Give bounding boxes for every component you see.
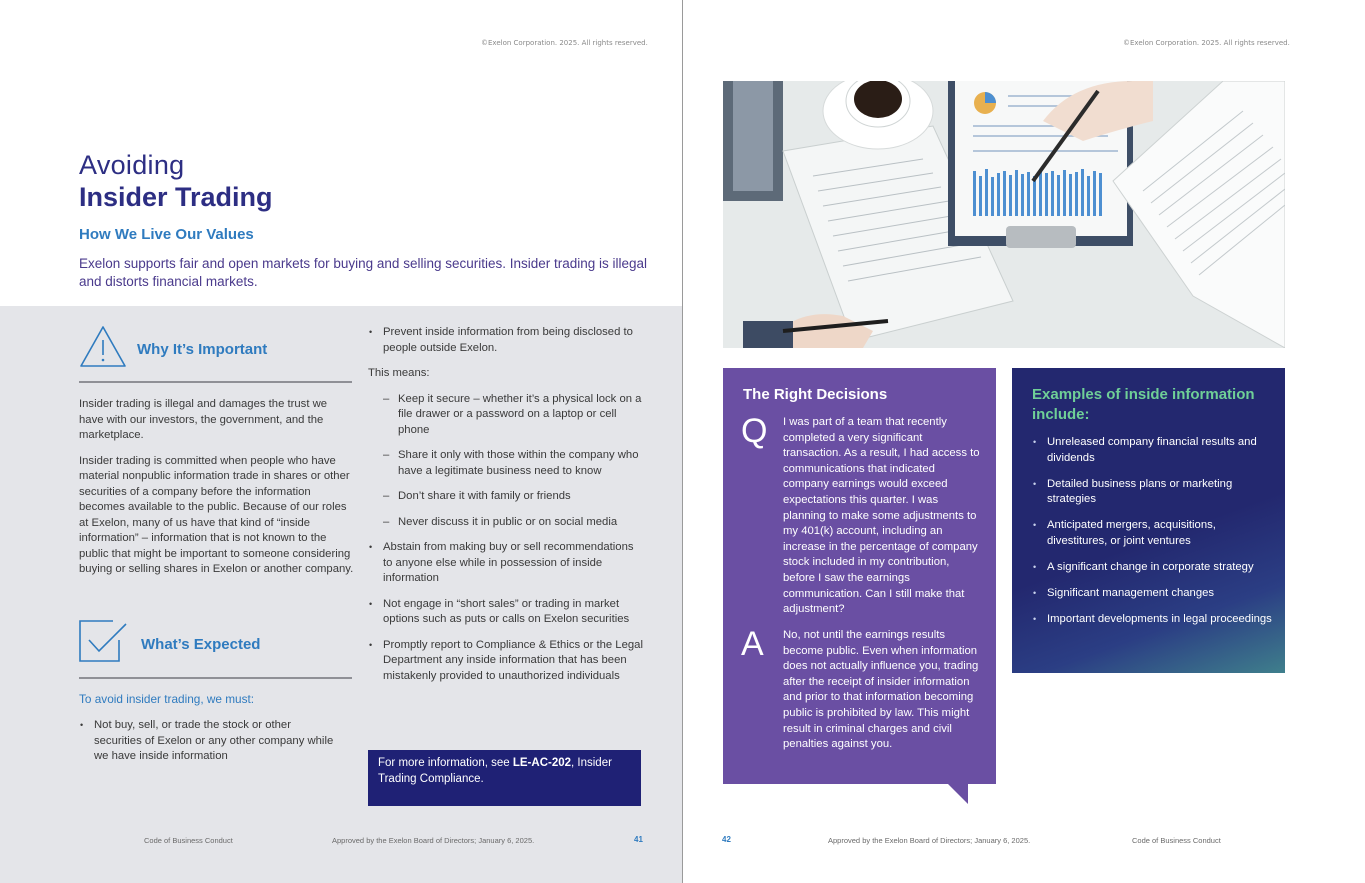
page-title-line2: Insider Trading [79,182,273,212]
question-letter: Q [741,412,768,450]
warning-triangle-icon [79,325,127,368]
list-item: • Significant management changes [1032,586,1272,602]
list-item: • Abstain from making buy or sell recommendations to anyone else while in possession of inside information [368,540,643,587]
list-item: • Unreleased company financial results and dividends [1032,435,1272,466]
list-item: • Prevent inside information from being disclosed to people outside Exelon. [368,325,643,356]
expected-list-continued [368,325,643,694]
why-important-body [79,397,354,588]
footer-doc-title: Code of Business Conduct [1132,836,1221,845]
copyright-notice: ©Exelon Corporation. 2025. All rights reserved. [481,39,648,47]
examples-title: Examples of inside information include: [1032,386,1255,423]
list-item: – Share it only with those within the company who have a legitimate business need to know [368,448,643,479]
documents-photo [723,81,1285,348]
right-page [683,0,1365,883]
this-means-label: This means: [368,367,430,379]
left-page [0,0,682,883]
list-item: • Not buy, sell, or trade the stock or other securities of Exelon or any other company while we have inside information [79,718,339,765]
why-paragraph-2: Insider trading is committed when people who have material nonpublic information trade in shares or other securities of a company before the information becomes available to the public. Because of our roles at Exelon, many of us have that kind of “inside information” – information that is not known to the public that might be important to someone considering buying or selling shares in Exelon or another company. [79,454,354,575]
question-text: I was part of a team that recently completed a very significant transaction. As a result, I had access to communications that indicated company earnings would exceed expectations this quarter. I was planning to make some adjustments to my 401(k) account, including an increase in the percentage of company stock included in my contribution, before I saw the earnings communication. Can I still make that adjustment? [783,416,980,616]
speech-bubble-tail [948,784,968,804]
examples-box [1012,368,1285,673]
section-divider [79,381,352,383]
list-item: • Detailed business plans or marketing strategies [1032,477,1272,508]
section-subtitle: How We Live Our Values [79,226,254,243]
list-item: • Not engage in “short sales” or trading in market options such as puts or calls on Exelon securities [368,597,643,628]
footer-doc-title: Code of Business Conduct [144,836,233,845]
more-info-suffix: , Insider Trading Compliance. [378,757,612,785]
more-info-box [368,750,641,806]
expected-lead: To avoid insider trading, we must: [79,692,255,706]
answer-letter: A [741,625,764,663]
checkbox-icon [79,620,129,662]
policy-code-link[interactable]: LE-AC-202 [512,757,572,769]
page-number: 42 [722,835,731,844]
list-item: • Anticipated mergers, acquisitions, divestitures, or joint ventures [1032,518,1272,549]
why-important-heading: Why It’s Important [137,341,268,358]
examples-list [1032,435,1272,638]
right-decisions-box [723,368,996,784]
footer-approval: Approved by the Exelon Board of Directors; January 6, 2025. [828,836,1031,845]
list-item: • Important developments in legal proceedings [1032,612,1272,628]
whats-expected-heading: What’s Expected [141,636,261,653]
section-divider [79,677,352,679]
why-paragraph-1: Insider trading is illegal and damages the trust we have with our investors, the government, and the marketplace. [79,398,328,441]
expected-list [79,718,339,775]
list-item: – Keep it secure – whether it’s a physical lock on a file drawer or a password on a laptop or cell phone [368,392,643,439]
list-item: – Never discuss it in public or on social media [368,515,643,531]
list-item: – Don’t share it with family or friends [368,489,643,505]
list-item: • A significant change in corporate strategy [1032,560,1272,576]
copyright-notice: ©Exelon Corporation. 2025. All rights reserved. [1123,39,1290,47]
intro-paragraph: Exelon supports fair and open markets for buying and selling securities. Insider trading is illegal and distorts financial markets. [79,256,648,289]
list-item: • Promptly report to Compliance & Ethics or the Legal Department any inside information that has been mistakenly provided to unauthorized individuals [368,638,643,685]
more-info-prefix: For more information, see [378,757,513,769]
footer-approval: Approved by the Exelon Board of Directors; January 6, 2025. [332,836,535,845]
answer-text: No, not until the earnings results become public. Even when information does not actually influence you, trading after the receipt of insider information and prior to that information becoming public is prohibited by law. This might result in criminal charges and civil penalties against you. [783,629,979,751]
page-number: 41 [634,835,643,844]
photo-illustration [723,81,1285,348]
page-title-line1: Avoiding [79,150,185,180]
right-decisions-title: The Right Decisions [743,386,888,403]
